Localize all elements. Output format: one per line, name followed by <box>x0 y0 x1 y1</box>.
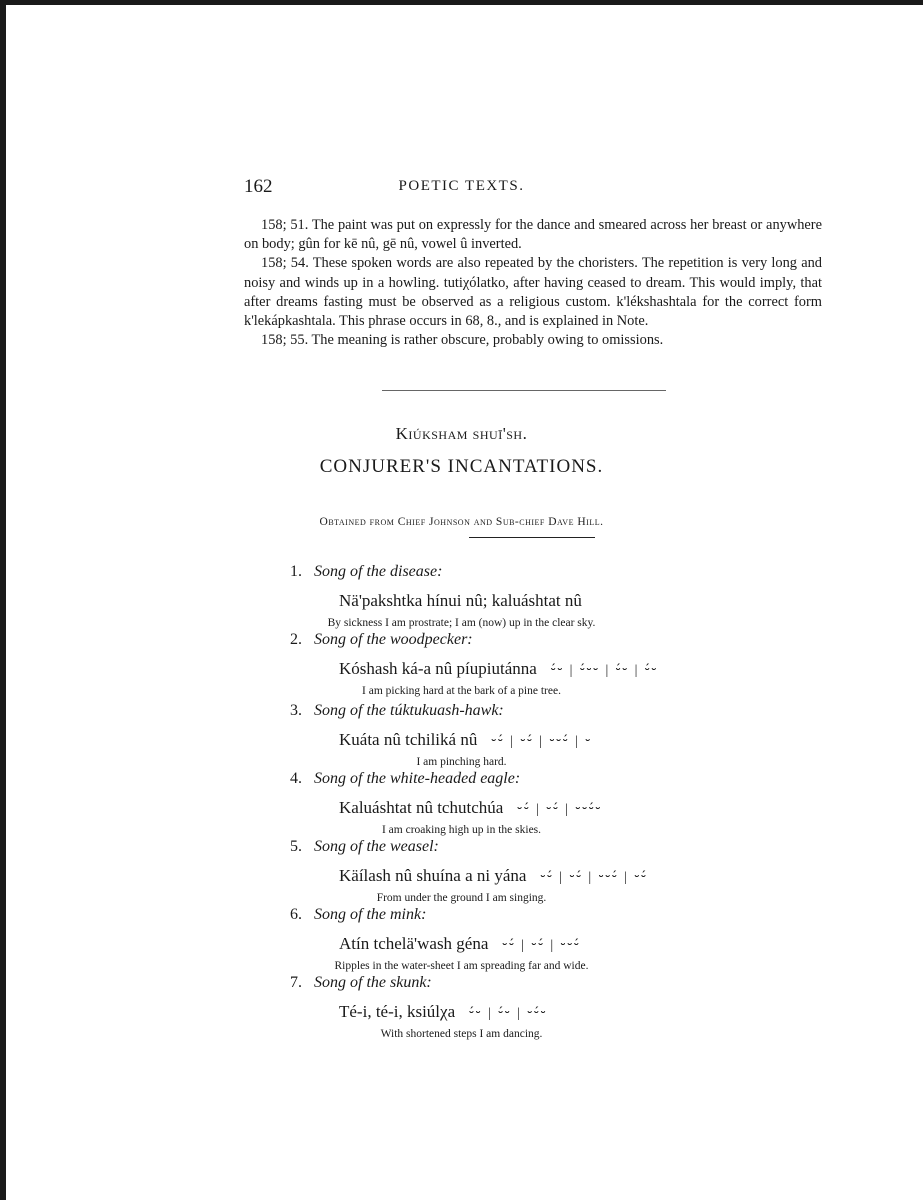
song-translation: By sickness I am prostrate; I am (now) up in the clear sky. <box>327 617 596 629</box>
meter-notation: ⏑⏑́ | ⏑⏑́ | ⏑⏑⏑́ | ⏑⏑́ <box>540 870 648 885</box>
meter-notation: ⏑⏑́ | ⏑⏑́ | ⏑⏑⏑́ | ⏑ <box>491 734 593 749</box>
song-text: Atín tchelä'wash géna <box>339 934 489 953</box>
song-text-line <box>339 934 581 954</box>
song-text: Kaluáshtat nû tchutchúa <box>339 798 504 817</box>
song-title: Song of the weasel: <box>314 838 439 855</box>
note-paragraph: 158; 55. The meaning is rather obscure, probably owing to omissions. <box>261 332 664 349</box>
song-text-line <box>339 1002 547 1022</box>
running-head: POETIC TEXTS. <box>398 178 525 194</box>
song-text-line <box>339 659 658 679</box>
song-number: 4. <box>290 770 302 787</box>
song-label <box>290 838 439 856</box>
meter-notation: ⏑́⏑ | ⏑́⏑⏑ | ⏑́⏑ | ⏑́⏑ <box>550 663 659 678</box>
notes-block <box>244 216 822 350</box>
song-title: Song of the woodpecker: <box>314 631 473 648</box>
song-title: Song of the túktukuash-hawk: <box>314 702 504 719</box>
song-text-line <box>339 591 596 611</box>
song-text: Kuáta nû tchiliká nû <box>339 730 478 749</box>
note-paragraph: 158; 51. The paint was put on expressly for the dance and smeared across her breast or anywhere on body; gûn for kē nû, gē nû, vowel û inverted. <box>244 217 822 253</box>
meter-notation: ⏑́⏑ | ⏑́⏑ | ⏑⏑́⏑ <box>469 1006 548 1021</box>
native-title: Kiúksham shuī'sh. <box>395 424 528 443</box>
meter-notation: ⏑⏑́ | ⏑⏑́ | ⏑⏑⏑́⏑ <box>517 802 603 817</box>
song-number: 7. <box>290 974 302 991</box>
song-translation: I am picking hard at the bark of a pine tree. <box>362 685 561 697</box>
song-number: 3. <box>290 702 302 719</box>
song-translation: I am croaking high up in the skies. <box>381 824 542 836</box>
title-underline <box>469 537 595 538</box>
song-text: Käílash nû shuína a ni yána <box>339 866 527 885</box>
song-number: 6. <box>290 906 302 923</box>
song-text: Kóshash ká-a nû píupiutánna <box>339 659 537 678</box>
song-title: Song of the mink: <box>314 906 427 923</box>
song-text-line <box>339 798 602 818</box>
song-text: Té-i, té-i, ksiúlχa <box>339 1002 456 1021</box>
song-translation: I am pinching hard. <box>416 756 507 768</box>
song-translation: With shortened steps I am dancing. <box>380 1028 543 1040</box>
song-label <box>290 770 520 788</box>
song-text: Nä'pakshtka hínui nû; kaluáshtat nû <box>339 591 582 610</box>
song-number: 5. <box>290 838 302 855</box>
section-divider <box>382 390 666 391</box>
meter-notation: ⏑⏑́ | ⏑⏑́ | ⏑⏑⏑́ <box>502 938 581 953</box>
song-label <box>290 974 432 992</box>
song-label <box>290 631 473 649</box>
section-title: CONJURER'S INCANTATIONS. <box>319 456 604 477</box>
song-label <box>290 906 426 924</box>
song-number: 1. <box>290 563 302 580</box>
song-title: Song of the white-headed eagle: <box>314 770 521 787</box>
page-number: 162 <box>244 176 273 197</box>
song-text-line <box>339 866 648 886</box>
song-label <box>290 563 442 581</box>
page-border-top <box>0 0 923 5</box>
song-title: Song of the skunk: <box>314 974 432 991</box>
source-line: Obtained from Chief Johnson and Sub-chief Dave Hill. <box>319 516 604 528</box>
song-label <box>290 702 504 720</box>
note-paragraph: 158; 54. These spoken words are also repeated by the choristers. The repetition is very long and noisy and winds up in a howling. tutiχólatko, after having ceased to dream. This would imply, that after dreams fasting must be observed as a religious custom. k'lékshashtala for the correct form k'lekápkashtala. This phrase occurs in 68, 8., and is explained in Note. <box>244 255 822 330</box>
song-text-line <box>339 730 592 750</box>
song-translation: Ripples in the water-sheet I am spreading far and wide. <box>334 960 589 972</box>
song-number: 2. <box>290 631 302 648</box>
song-title: Song of the disease: <box>314 563 443 580</box>
song-translation: From under the ground I am singing. <box>376 892 547 904</box>
